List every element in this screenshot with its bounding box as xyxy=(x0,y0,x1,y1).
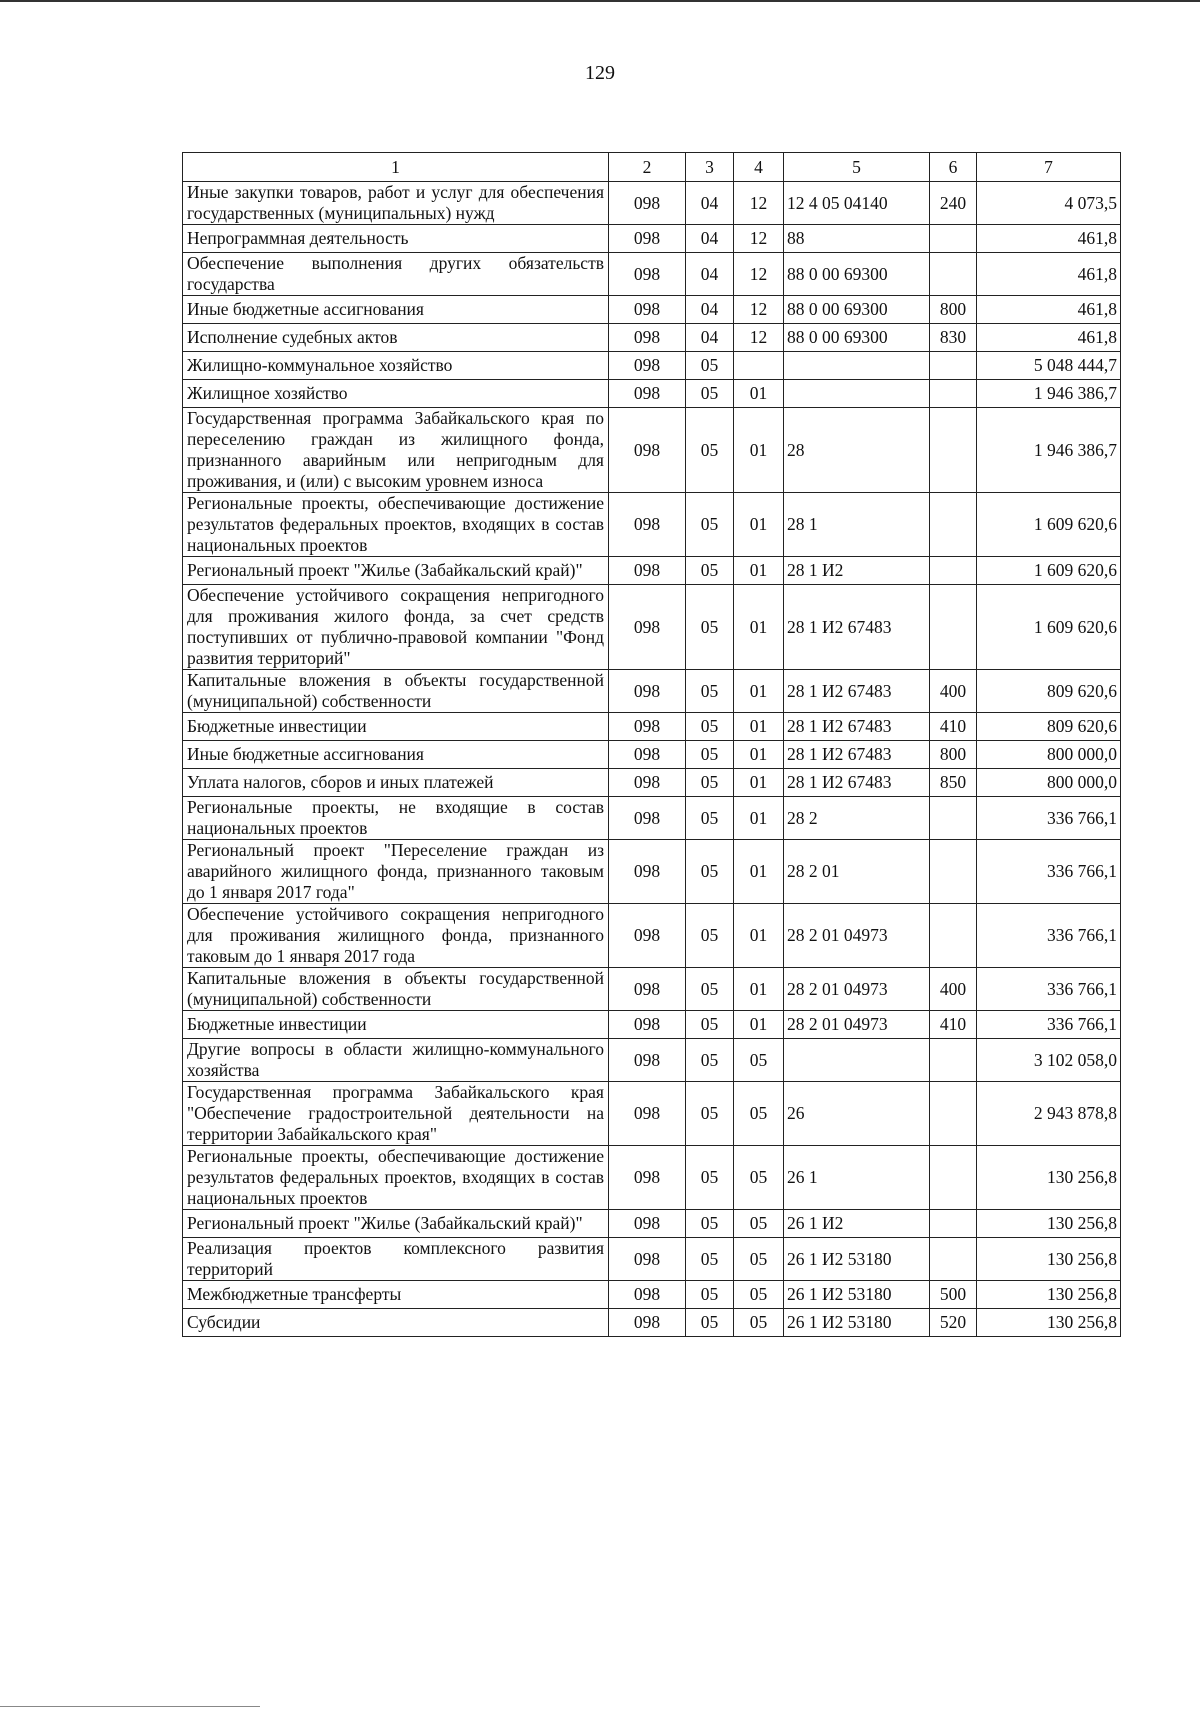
section-cell: 05 xyxy=(686,557,734,585)
item-name-cell: Региональные проекты, обеспечивающие достижение результатов федеральных проектов, входящих в состав национальных проектов xyxy=(183,493,609,557)
table-row xyxy=(183,769,1121,797)
target-article-cell: 28 2 xyxy=(784,797,930,840)
subsection-cell: 12 xyxy=(734,253,784,296)
expense-type-cell xyxy=(930,585,977,670)
item-name-cell: Иные бюджетные ассигнования xyxy=(183,296,609,324)
subsection-cell: 01 xyxy=(734,585,784,670)
item-name-cell: Региональные проекты, обеспечивающие достижение результатов федеральных проектов, входящих в состав национальных проектов xyxy=(183,1146,609,1210)
code-cell: 098 xyxy=(609,1082,686,1146)
target-article-cell: 28 2 01 04973 xyxy=(784,904,930,968)
target-article-cell: 28 1 И2 67483 xyxy=(784,769,930,797)
top-border-line xyxy=(0,0,1200,2)
expense-type-cell xyxy=(930,380,977,408)
target-article-cell: 26 1 xyxy=(784,1146,930,1210)
item-name-cell: Другие вопросы в области жилищно-коммунального хозяйства xyxy=(183,1039,609,1082)
amount-cell: 130 256,8 xyxy=(977,1238,1121,1281)
table-row xyxy=(183,904,1121,968)
table-row xyxy=(183,1011,1121,1039)
item-name-cell: Субсидии xyxy=(183,1309,609,1337)
table-row xyxy=(183,1309,1121,1337)
column-header: 6 xyxy=(930,153,977,182)
expense-type-cell: 400 xyxy=(930,670,977,713)
subsection-cell: 05 xyxy=(734,1082,784,1146)
column-header: 2 xyxy=(609,153,686,182)
amount-cell: 130 256,8 xyxy=(977,1309,1121,1337)
code-cell: 098 xyxy=(609,1238,686,1281)
item-name-cell: Иные закупки товаров, работ и услуг для обеспечения государственных (муниципальных) нужд xyxy=(183,182,609,225)
subsection-cell: 01 xyxy=(734,557,784,585)
amount-cell: 130 256,8 xyxy=(977,1210,1121,1238)
item-name-cell: Обеспечение устойчивого сокращения непригодного для проживания жилищного фонда, признанного таковым до 1 января 2017 года xyxy=(183,904,609,968)
item-name-cell: Государственная программа Забайкальского края "Обеспечение градостроительной деятельности на территории Забайкальского края" xyxy=(183,1082,609,1146)
subsection-cell: 01 xyxy=(734,769,784,797)
item-name-cell: Жилищное хозяйство xyxy=(183,380,609,408)
item-name-cell: Государственная программа Забайкальского края по переселению граждан из жилищного фонда, признанного аварийным или непригодным для проживания, и (или) с высоким уровнем износа xyxy=(183,408,609,493)
amount-cell: 130 256,8 xyxy=(977,1146,1121,1210)
section-cell: 05 xyxy=(686,352,734,380)
code-cell: 098 xyxy=(609,840,686,904)
amount-cell: 336 766,1 xyxy=(977,904,1121,968)
amount-cell: 461,8 xyxy=(977,296,1121,324)
subsection-cell: 01 xyxy=(734,713,784,741)
section-cell: 04 xyxy=(686,253,734,296)
expense-type-cell xyxy=(930,1039,977,1082)
item-name-cell: Региональные проекты, не входящие в состав национальных проектов xyxy=(183,797,609,840)
subsection-cell: 12 xyxy=(734,296,784,324)
expense-type-cell xyxy=(930,557,977,585)
item-name-cell: Обеспечение устойчивого сокращения непригодного для проживания жилого фонда, за счет средств поступивших от публично-правовой компании "Фонд развития территорий" xyxy=(183,585,609,670)
expense-type-cell: 500 xyxy=(930,1281,977,1309)
section-cell: 05 xyxy=(686,713,734,741)
expense-type-cell xyxy=(930,253,977,296)
amount-cell: 461,8 xyxy=(977,253,1121,296)
table-row xyxy=(183,557,1121,585)
amount-cell: 336 766,1 xyxy=(977,797,1121,840)
section-cell: 04 xyxy=(686,324,734,352)
subsection-cell: 12 xyxy=(734,225,784,253)
amount-cell: 800 000,0 xyxy=(977,769,1121,797)
subsection-cell: 05 xyxy=(734,1309,784,1337)
item-name-cell: Реализация проектов комплексного развития территорий xyxy=(183,1238,609,1281)
code-cell: 098 xyxy=(609,1011,686,1039)
amount-cell: 1 946 386,7 xyxy=(977,380,1121,408)
item-name-cell: Региональный проект "Жилье (Забайкальский край)" xyxy=(183,557,609,585)
section-cell: 05 xyxy=(686,904,734,968)
section-cell: 05 xyxy=(686,1238,734,1281)
table-row xyxy=(183,1238,1121,1281)
section-cell: 04 xyxy=(686,296,734,324)
code-cell: 098 xyxy=(609,324,686,352)
budget-table xyxy=(182,152,1121,1337)
target-article-cell xyxy=(784,380,930,408)
table-row xyxy=(183,253,1121,296)
column-header: 1 xyxy=(183,153,609,182)
section-cell: 05 xyxy=(686,380,734,408)
section-cell: 05 xyxy=(686,1039,734,1082)
code-cell: 098 xyxy=(609,253,686,296)
column-header: 4 xyxy=(734,153,784,182)
table-row xyxy=(183,1146,1121,1210)
expense-type-cell: 800 xyxy=(930,741,977,769)
code-cell: 098 xyxy=(609,1309,686,1337)
table-body xyxy=(183,182,1121,1337)
section-cell: 05 xyxy=(686,1011,734,1039)
table-row xyxy=(183,797,1121,840)
code-cell: 098 xyxy=(609,713,686,741)
expense-type-cell xyxy=(930,1238,977,1281)
item-name-cell: Региональный проект "Жилье (Забайкальский край)" xyxy=(183,1210,609,1238)
code-cell: 098 xyxy=(609,1210,686,1238)
target-article-cell: 28 1 И2 67483 xyxy=(784,713,930,741)
subsection-cell: 12 xyxy=(734,324,784,352)
amount-cell: 336 766,1 xyxy=(977,968,1121,1011)
amount-cell: 809 620,6 xyxy=(977,670,1121,713)
item-name-cell: Капитальные вложения в объекты государственной (муниципальной) собственности xyxy=(183,968,609,1011)
section-cell: 05 xyxy=(686,797,734,840)
item-name-cell: Жилищно-коммунальное хозяйство xyxy=(183,352,609,380)
table-row xyxy=(183,493,1121,557)
target-article-cell: 28 1 И2 xyxy=(784,557,930,585)
target-article-cell: 28 2 01 04973 xyxy=(784,1011,930,1039)
item-name-cell: Бюджетные инвестиции xyxy=(183,713,609,741)
target-article-cell: 88 0 00 69300 xyxy=(784,324,930,352)
subsection-cell: 05 xyxy=(734,1281,784,1309)
target-article-cell: 12 4 05 04140 xyxy=(784,182,930,225)
table-row xyxy=(183,1082,1121,1146)
code-cell: 098 xyxy=(609,797,686,840)
expense-type-cell: 400 xyxy=(930,968,977,1011)
item-name-cell: Исполнение судебных актов xyxy=(183,324,609,352)
subsection-cell: 01 xyxy=(734,797,784,840)
code-cell: 098 xyxy=(609,557,686,585)
expense-type-cell: 240 xyxy=(930,182,977,225)
table-row xyxy=(183,1039,1121,1082)
item-name-cell: Бюджетные инвестиции xyxy=(183,1011,609,1039)
subsection-cell: 01 xyxy=(734,493,784,557)
table-header-row xyxy=(183,153,1121,182)
target-article-cell: 28 2 01 04973 xyxy=(784,968,930,1011)
subsection-cell: 01 xyxy=(734,904,784,968)
subsection-cell: 01 xyxy=(734,840,784,904)
amount-cell: 461,8 xyxy=(977,225,1121,253)
code-cell: 098 xyxy=(609,225,686,253)
table-row xyxy=(183,713,1121,741)
code-cell: 098 xyxy=(609,1281,686,1309)
expense-type-cell xyxy=(930,840,977,904)
section-cell: 04 xyxy=(686,225,734,253)
subsection-cell: 01 xyxy=(734,1011,784,1039)
subsection-cell: 05 xyxy=(734,1238,784,1281)
expense-type-cell xyxy=(930,1146,977,1210)
section-cell: 05 xyxy=(686,1082,734,1146)
code-cell: 098 xyxy=(609,670,686,713)
expense-type-cell: 410 xyxy=(930,713,977,741)
code-cell: 098 xyxy=(609,296,686,324)
section-cell: 05 xyxy=(686,741,734,769)
expense-type-cell xyxy=(930,1082,977,1146)
item-name-cell: Межбюджетные трансферты xyxy=(183,1281,609,1309)
target-article-cell: 26 1 И2 xyxy=(784,1210,930,1238)
amount-cell: 1 609 620,6 xyxy=(977,585,1121,670)
target-article-cell: 28 1 И2 67483 xyxy=(784,741,930,769)
subsection-cell: 01 xyxy=(734,408,784,493)
target-article-cell: 28 xyxy=(784,408,930,493)
code-cell: 098 xyxy=(609,904,686,968)
table-row xyxy=(183,408,1121,493)
subsection-cell xyxy=(734,352,784,380)
target-article-cell: 88 xyxy=(784,225,930,253)
item-name-cell: Иные бюджетные ассигнования xyxy=(183,741,609,769)
amount-cell: 1 609 620,6 xyxy=(977,557,1121,585)
table-row xyxy=(183,380,1121,408)
amount-cell: 336 766,1 xyxy=(977,1011,1121,1039)
item-name-cell: Уплата налогов, сборов и иных платежей xyxy=(183,769,609,797)
column-header: 5 xyxy=(784,153,930,182)
target-article-cell: 28 2 01 xyxy=(784,840,930,904)
target-article-cell xyxy=(784,1039,930,1082)
section-cell: 05 xyxy=(686,769,734,797)
table-row xyxy=(183,840,1121,904)
target-article-cell: 26 xyxy=(784,1082,930,1146)
table-row xyxy=(183,968,1121,1011)
section-cell: 05 xyxy=(686,408,734,493)
column-header: 3 xyxy=(686,153,734,182)
table-row xyxy=(183,324,1121,352)
table-row xyxy=(183,1281,1121,1309)
target-article-cell: 88 0 00 69300 xyxy=(784,253,930,296)
expense-type-cell: 850 xyxy=(930,769,977,797)
code-cell: 098 xyxy=(609,741,686,769)
bottom-border-line xyxy=(0,1706,260,1707)
section-cell: 05 xyxy=(686,670,734,713)
code-cell: 098 xyxy=(609,1039,686,1082)
amount-cell: 809 620,6 xyxy=(977,713,1121,741)
code-cell: 098 xyxy=(609,1146,686,1210)
code-cell: 098 xyxy=(609,352,686,380)
code-cell: 098 xyxy=(609,585,686,670)
code-cell: 098 xyxy=(609,380,686,408)
amount-cell: 3 102 058,0 xyxy=(977,1039,1121,1082)
subsection-cell: 01 xyxy=(734,670,784,713)
item-name-cell: Региональный проект "Переселение граждан из аварийного жилищного фонда, признанного таковым до 1 января 2017 года" xyxy=(183,840,609,904)
table-row xyxy=(183,182,1121,225)
expense-type-cell xyxy=(930,225,977,253)
expense-type-cell: 830 xyxy=(930,324,977,352)
target-article-cell: 88 0 00 69300 xyxy=(784,296,930,324)
amount-cell: 130 256,8 xyxy=(977,1281,1121,1309)
section-cell: 05 xyxy=(686,493,734,557)
section-cell: 05 xyxy=(686,840,734,904)
table-row xyxy=(183,296,1121,324)
expense-type-cell xyxy=(930,1210,977,1238)
section-cell: 05 xyxy=(686,1146,734,1210)
amount-cell: 800 000,0 xyxy=(977,741,1121,769)
expense-type-cell: 800 xyxy=(930,296,977,324)
target-article-cell: 26 1 И2 53180 xyxy=(784,1238,930,1281)
expense-type-cell xyxy=(930,797,977,840)
expense-type-cell xyxy=(930,493,977,557)
section-cell: 05 xyxy=(686,968,734,1011)
item-name-cell: Непрограммная деятельность xyxy=(183,225,609,253)
code-cell: 098 xyxy=(609,769,686,797)
amount-cell: 1 946 386,7 xyxy=(977,408,1121,493)
expense-type-cell: 520 xyxy=(930,1309,977,1337)
code-cell: 098 xyxy=(609,968,686,1011)
target-article-cell xyxy=(784,352,930,380)
expense-type-cell xyxy=(930,408,977,493)
amount-cell: 2 943 878,8 xyxy=(977,1082,1121,1146)
table-row xyxy=(183,1210,1121,1238)
table-row xyxy=(183,585,1121,670)
subsection-cell: 12 xyxy=(734,182,784,225)
subsection-cell: 05 xyxy=(734,1210,784,1238)
section-cell: 05 xyxy=(686,585,734,670)
expense-type-cell: 410 xyxy=(930,1011,977,1039)
target-article-cell: 28 1 И2 67483 xyxy=(784,585,930,670)
code-cell: 098 xyxy=(609,182,686,225)
table-row xyxy=(183,741,1121,769)
item-name-cell: Капитальные вложения в объекты государственной (муниципальной) собственности xyxy=(183,670,609,713)
subsection-cell: 01 xyxy=(734,741,784,769)
code-cell: 098 xyxy=(609,493,686,557)
target-article-cell: 28 1 И2 67483 xyxy=(784,670,930,713)
column-header: 7 xyxy=(977,153,1121,182)
target-article-cell: 28 1 xyxy=(784,493,930,557)
amount-cell: 4 073,5 xyxy=(977,182,1121,225)
amount-cell: 461,8 xyxy=(977,324,1121,352)
page-number: 129 xyxy=(585,62,615,84)
expense-type-cell xyxy=(930,904,977,968)
code-cell: 098 xyxy=(609,408,686,493)
section-cell: 05 xyxy=(686,1309,734,1337)
subsection-cell: 01 xyxy=(734,968,784,1011)
section-cell: 05 xyxy=(686,1281,734,1309)
subsection-cell: 05 xyxy=(734,1146,784,1210)
item-name-cell: Обеспечение выполнения других обязательств государства xyxy=(183,253,609,296)
section-cell: 05 xyxy=(686,1210,734,1238)
amount-cell: 5 048 444,7 xyxy=(977,352,1121,380)
table-row xyxy=(183,352,1121,380)
target-article-cell: 26 1 И2 53180 xyxy=(784,1309,930,1337)
subsection-cell: 05 xyxy=(734,1039,784,1082)
table-row xyxy=(183,670,1121,713)
expense-type-cell xyxy=(930,352,977,380)
subsection-cell: 01 xyxy=(734,380,784,408)
amount-cell: 336 766,1 xyxy=(977,840,1121,904)
amount-cell: 1 609 620,6 xyxy=(977,493,1121,557)
section-cell: 04 xyxy=(686,182,734,225)
target-article-cell: 26 1 И2 53180 xyxy=(784,1281,930,1309)
table-row xyxy=(183,225,1121,253)
